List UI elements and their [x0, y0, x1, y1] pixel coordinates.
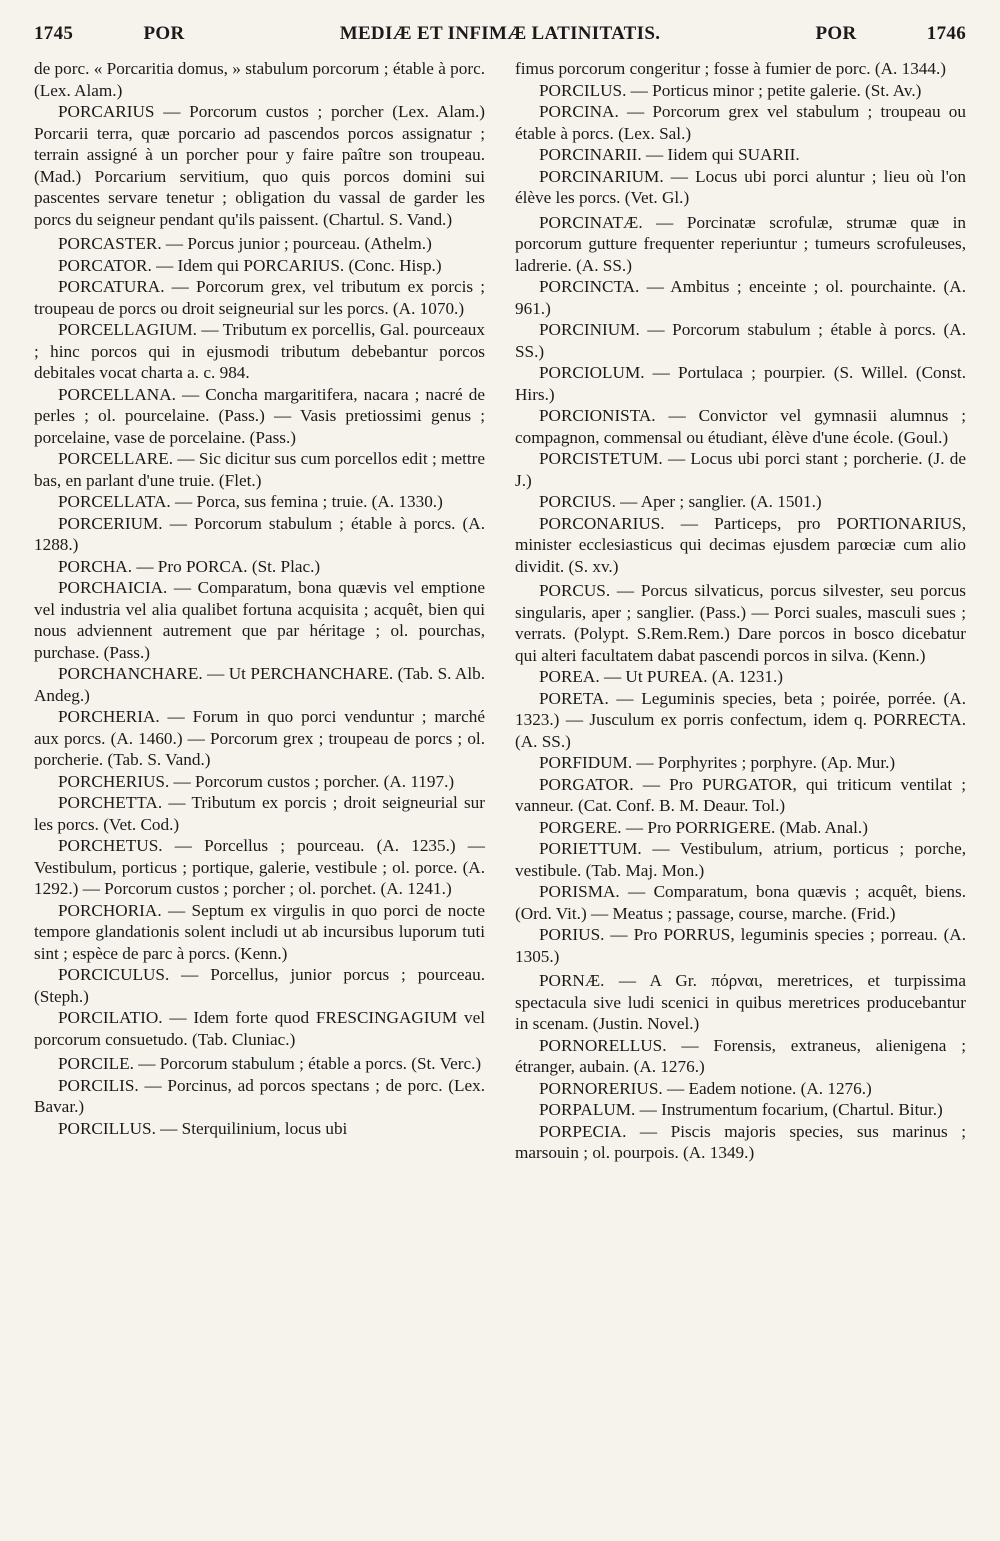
entry: PORETA. — Leguminis species, beta ; poirée, porrée. (A. 1323.) — Jusculum ex porris confectum, idem q. PORRECTA. (A. SS.) — [515, 688, 966, 751]
entry: PORCICULUS. — Porcellus, junior porcus ; pourceau. (Steph.) — [34, 965, 485, 1006]
entry: PORGATOR. — Pro PURGATOR, qui triticum ventilat ; vanneur. (Cat. Conf. B. M. Deaur. Tol.) — [515, 774, 966, 815]
entry: PORNORELLUS. — Forensis, extraneus, alienigena ; étranger, aubain. (A. 1276.) — [515, 1035, 966, 1076]
left-column — [34, 58, 485, 1164]
entry: PORCILLUS. — Sterquilinium, locus ubi — [58, 1118, 348, 1138]
entry: PORCINARII. — Iidem qui SUARII. — [539, 145, 800, 164]
entry: PORIETTUM. — Vestibulum, atrium, porticus ; porche, vestibule. (Tab. Maj. Mon.) — [515, 839, 966, 880]
entry: PORCHERIUS. — Porcorum custos ; porcher. (A. 1197.) — [58, 771, 455, 791]
entry: PORCINIUM. — Porcorum stabulum ; étable à porcs. (A. SS.) — [515, 320, 966, 361]
entry: PORCELLATA. — Porca, sus femina ; truie. (A. 1330.) — [58, 492, 443, 511]
entry: PORCHORIA. — Septum ex virgulis in quo porci de nocte tempore glandationis solent includi ut ab incursibus luporum tuti sint ; espèce de parc à porcs. (Kenn.) — [34, 900, 485, 963]
entry: PORCINA. — Porcorum grex vel stabulum ; troupeau ou étable à porcs. (Lex. Sal.) — [515, 102, 966, 143]
entry: PORIUS. — Pro PORRUS, leguminis species ; porreau. (A. 1305.) — [515, 925, 966, 966]
entry: PORCATURA. — Porcorum grex, vel tributum ex porcis ; troupeau de porcs ou droit seigneurial sur les porcs. (A. 1070.) — [34, 277, 485, 318]
entry: PORCHETUS. — Porcellus ; pourceau. (A. 1235.) — Vestibulum, porticus ; portique, galerie, vestibule ; ol. porce. (A. 1292.) — Porcorum custos ; porcher ; ol. porchet. (A. 1241.) — [34, 836, 485, 898]
running-key-left: POR — [143, 23, 185, 44]
entry: PORCHA. — Pro PORCA. (St. Plac.) — [58, 556, 321, 576]
entry: PORNORERIUS. — Eadem notione. (A. 1276.) — [539, 1078, 872, 1098]
entry: PORCELLANA. — Concha margaritifera, nacara ; nacré de perles ; ol. pourcelaine. (Pass.) — Vasis pretiossimi genus ; porcelaine, vase de porcelaine. (Pass.) — [34, 384, 485, 447]
entry: PORCHETTA. — Tributum ex porcis ; droit seigneurial sur les porcs. (Vet. Cod.) — [34, 793, 485, 834]
page-header — [34, 14, 966, 54]
entry: PORCHERIA. — Forum in quo porci venduntur ; marché aux porcs. (A. 1460.) — Porcorum grex ; troupeau de porcs ; ol. porcherie. (Tab. S. Vand.) — [34, 707, 485, 769]
entry: PORCASTER. — Porcus junior ; pourceau. (Athelm.) — [58, 234, 432, 253]
entry: PORCIOLUM. — Portulaca ; pourpier. (S. Willel. (Const. Hirs.) — [515, 363, 966, 404]
entry: PORCHANCHARE. — Ut PERCHANCHARE. (Tab. S. Alb. Andeg.) — [34, 664, 485, 705]
entry: de porc. « Porcaritia domus, » stabulum porcorum ; étable à porc. (Lex. Alam.) — [34, 59, 485, 100]
page-number-left: 1745 — [34, 23, 74, 44]
running-key-right: POR — [815, 23, 857, 44]
entry: PORCILIS. — Porcinus, ad porcos spectans ; de porc. (Lex. Bavar.) — [34, 1075, 485, 1116]
entry: PORCINCTA. — Ambitus ; enceinte ; ol. pourchainte. (A. 961.) — [515, 277, 966, 318]
entry: PORCERIUM. — Porcorum stabulum ; étable à porcs. (A. 1288.) — [34, 513, 485, 554]
entry: PORCHAICIA. — Comparatum, bona quævis vel emptione vel industria vel alia qualibet fortuna acquisita ; acquêt, bien qui nous adviennent autrement que par héritage ; ol. pourchas, purchase. (Pass.) — [34, 578, 485, 662]
entry: PORCIUS. — Aper ; sanglier. (A. 1501.) — [539, 492, 822, 511]
entry: PORCARIUS — Porcorum custos ; porcher (Lex. Alam.) Porcarii terra, quæ porcario ad pascendos porcos assignatur ; terrain assigné à un porcher pour y faire paître son troupeau. (Mad.) Porcarium servitium, quo quis porcos domini sui pascentes servare tenetur ; obligation du vassal de garder les porcs du seigneur pendant qu'ils paissent. (Chartul. S. Vand.) — [34, 102, 485, 229]
entry: PORCELLARE. — Sic dicitur sus cum porcellos edit ; mettre bas, en parlant d'une truie. (Flet.) — [34, 449, 485, 490]
entry: fimus porcorum congeritur ; fosse à fumier de porc. (A. 1344.) — [515, 59, 946, 78]
entry: PORCINATÆ. — Porcinatæ scrofulæ, strumæ quæ in porcorum gutture frequenter reperiuntur ; tumeurs scrofuleuses, ladrerie. (A. SS.) — [515, 212, 966, 275]
entry: PORCIONISTA. — Convictor vel gymnasii alumnus ; compagnon, commensal ou étudiant, élève d'une école. (Goul.) — [515, 406, 966, 447]
entry: PORPECIA. — Piscis majoris species, sus marinus ; marsouin ; ol. pourpois. (A. 1349.) — [515, 1121, 966, 1162]
entry: PORNÆ. — A Gr. πόρναι, meretrices, et turpissima spectacula sive ludi scenici in quibus meretrices producebantur in scenam. (Justin. Novel.) — [515, 971, 966, 1033]
page-number-right: 1746 — [926, 23, 966, 44]
entry: POREA. — Ut PUREA. (A. 1231.) — [539, 667, 783, 686]
entry: PORCISTETUM. — Locus ubi porci stant ; porcherie. (J. de J.) — [515, 449, 966, 490]
entry: PORCILE. — Porcorum stabulum ; étable a porcs. (St. Verc.) — [58, 1054, 482, 1073]
columns — [34, 58, 966, 1164]
entry: PORCILATIO. — Idem forte quod FRESCINGAGIUM vel porcorum consuetudo. (Tab. Cluniac.) — [34, 1008, 485, 1049]
right-column — [515, 58, 966, 1164]
entry: PORCILUS. — Porticus minor ; petite galerie. (St. Av.) — [539, 80, 922, 100]
entry: PORCONARIUS. — Particeps, pro PORTIONARIUS, minister ecclesiasticus qui decimas ejusdem parœciæ cum alio dividit. (S. xv.) — [515, 513, 966, 576]
entry: PORCUS. — Porcus silvaticus, porcus silvester, seu porcus singularis, aper ; sanglier. (Pass.) — Porci suales, masculi sues ; verrats. (Polypt. S.Rem.Rem.) Dare porcos in bosco dicebatur qui alteri facultatem dabat pascendi porcos in silva. (Kenn.) — [515, 581, 966, 665]
entry: PORCINARIUM. — Locus ubi porci aluntur ; lieu où l'on élève les porcs. (Vet. Gl.) — [515, 166, 966, 207]
entry: PORPALUM. — Instrumentum focarium, (Chartul. Bitur.) — [539, 1100, 943, 1119]
entry: PORCELLAGIUM. — Tributum ex porcellis, Gal. pourceaux ; hinc porcos qui in ejusmodi tributum debebantur porcos debitales vocat charta a. c. 984. — [34, 320, 485, 382]
entry: PORFIDUM. — Porphyrites ; porphyre. (Ap. Mur.) — [539, 753, 896, 772]
entry: PORCATOR. — Idem qui PORCARIUS. (Conc. Hisp.) — [58, 255, 442, 275]
entry: PORGERE. — Pro PORRIGERE. (Mab. Anal.) — [539, 817, 868, 837]
running-title: MEDIÆ ET INFIMÆ LATINITATIS. — [339, 23, 661, 44]
entry: PORISMA. — Comparatum, bona quævis ; acquêt, biens. (Ord. Vit.) — Meatus ; passage, course, marche. (Frid.) — [515, 882, 966, 923]
